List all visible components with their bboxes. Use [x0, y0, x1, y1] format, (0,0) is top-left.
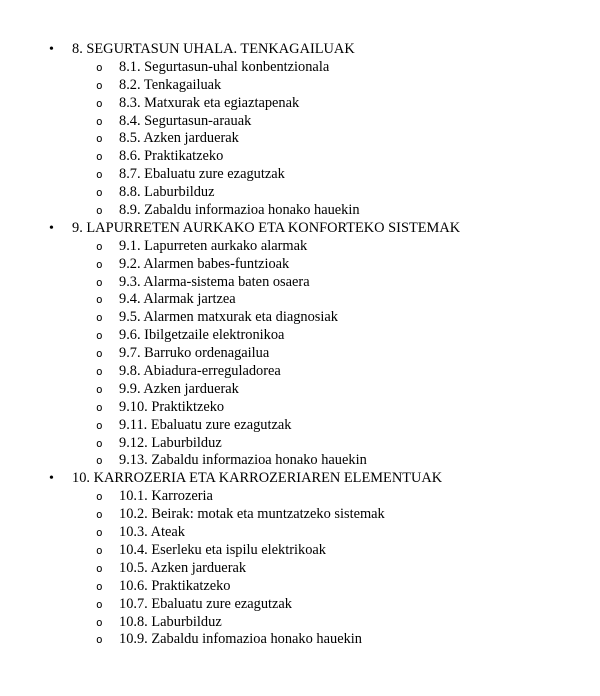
bullet-disc-icon: •	[49, 42, 54, 57]
list-item	[0, 291, 600, 309]
section-title: 8.3. Matxurak eta egiaztapenak	[119, 94, 300, 111]
bullet-circle-icon: o	[96, 490, 103, 504]
list-item	[0, 452, 600, 470]
list-item	[0, 596, 600, 614]
bullet-circle-icon: o	[96, 60, 103, 74]
list-item	[0, 130, 600, 148]
chapter-item	[0, 220, 600, 470]
section-title: 10.2. Beirak: motak eta muntzatzeko sistemak	[119, 506, 385, 523]
bullet-circle-icon: o	[96, 96, 103, 110]
section-list	[0, 59, 600, 220]
section-title: 10.5. Azken jarduerak	[119, 559, 247, 576]
section-title: 9.10. Praktiktzeko	[119, 398, 225, 415]
list-item	[0, 345, 600, 363]
section-title: 10.8. Laburbilduz	[119, 613, 222, 630]
section-title: 8.5. Azken jarduerak	[119, 130, 239, 147]
list-item	[0, 148, 600, 166]
bullet-circle-icon: o	[96, 615, 103, 629]
bullet-circle-icon: o	[96, 114, 103, 128]
section-list	[0, 238, 600, 471]
list-item	[0, 95, 600, 113]
bullet-circle-icon: o	[96, 150, 103, 164]
bullet-disc-icon: •	[49, 220, 54, 236]
list-item	[0, 184, 600, 202]
section-title: 9.1. Lapurreten aurkako alarmak	[119, 237, 308, 254]
section-title: 9.11. Ebaluatu zure ezagutzak	[119, 416, 292, 433]
list-item	[0, 542, 600, 560]
bullet-circle-icon: o	[96, 526, 103, 540]
list-item	[0, 578, 600, 596]
list-item	[0, 614, 600, 632]
list-item	[0, 274, 600, 292]
list-item	[0, 59, 600, 77]
bullet-circle-icon: o	[96, 418, 103, 432]
bullet-circle-icon: o	[96, 365, 103, 379]
section-title: 9.12. Laburbilduz	[119, 434, 222, 451]
bullet-circle-icon: o	[96, 543, 103, 557]
list-item	[0, 202, 600, 220]
section-title: 10.4. Eserleku eta ispilu elektrikoak	[119, 541, 327, 558]
chapter-item	[0, 41, 600, 220]
section-title: 8.2. Tenkagailuak	[119, 76, 222, 93]
bullet-circle-icon: o	[96, 78, 103, 92]
section-title: 8.4. Segurtasun-arauak	[119, 112, 252, 129]
section-title: 10.3. Ateak	[119, 524, 185, 541]
chapter-title: 10. KARROZERIA ETA KARROZERIAREN ELEMENTUAK	[72, 470, 443, 487]
bullet-disc-icon: •	[49, 471, 54, 487]
list-item	[0, 560, 600, 578]
bullet-circle-icon: o	[96, 257, 103, 271]
list-item	[0, 435, 600, 453]
section-title: 9.5. Alarmen matxurak eta diagnosiak	[119, 309, 338, 326]
section-title: 8.9. Zabaldu informazioa honako hauekin	[119, 202, 360, 219]
section-title: 9.2. Alarmen babes-funtzioak	[119, 255, 290, 272]
list-item	[0, 327, 600, 345]
section-title: 10.1. Karrozeria	[119, 488, 213, 505]
bullet-circle-icon: o	[96, 329, 103, 343]
section-title: 10.9. Zabaldu infomazioa honako hauekin	[119, 631, 362, 648]
bullet-circle-icon: o	[96, 508, 103, 522]
bullet-circle-icon: o	[96, 400, 103, 414]
list-item	[0, 506, 600, 524]
bullet-circle-icon: o	[96, 239, 103, 253]
bullet-circle-icon: o	[96, 561, 103, 575]
table-of-contents	[0, 41, 600, 649]
section-title: 8.8. Laburbilduz	[119, 184, 215, 201]
list-item	[0, 166, 600, 184]
list-item	[0, 399, 600, 417]
list-item	[0, 256, 600, 274]
chapter-heading	[0, 470, 600, 488]
bullet-circle-icon: o	[96, 204, 103, 218]
bullet-circle-icon: o	[96, 454, 103, 468]
bullet-circle-icon: o	[96, 293, 103, 307]
section-title: 9.7. Barruko ordenagailua	[119, 345, 270, 362]
list-item	[0, 363, 600, 381]
bullet-circle-icon: o	[96, 186, 103, 200]
bullet-circle-icon: o	[96, 597, 103, 611]
section-title: 10.7. Ebaluatu zure ezagutzak	[119, 595, 293, 612]
bullet-circle-icon: o	[96, 168, 103, 182]
section-title: 9.4. Alarmak jartzea	[119, 291, 236, 308]
list-item	[0, 524, 600, 542]
section-title: 9.8. Abiadura-erreguladorea	[119, 363, 281, 380]
section-list	[0, 488, 600, 649]
list-item	[0, 417, 600, 435]
list-item	[0, 631, 600, 649]
section-title: 8.6. Praktikatzeko	[119, 148, 224, 165]
bullet-circle-icon: o	[96, 275, 103, 289]
chapter-item	[0, 470, 600, 649]
list-item	[0, 238, 600, 256]
bullet-circle-icon: o	[96, 382, 103, 396]
bullet-circle-icon: o	[96, 579, 103, 593]
chapter-title: 8. SEGURTASUN UHALA. TENKAGAILUAK	[72, 41, 355, 57]
section-title: 8.7. Ebaluatu zure ezagutzak	[119, 166, 285, 183]
section-title: 9.13. Zabaldu informazioa honako hauekin	[119, 452, 367, 469]
bullet-circle-icon: o	[96, 132, 103, 146]
chapter-heading	[0, 220, 600, 238]
chapter-heading	[0, 41, 600, 59]
section-title: 10.6. Praktikatzeko	[119, 577, 231, 594]
section-title: 9.9. Azken jarduerak	[119, 380, 239, 397]
list-item	[0, 113, 600, 131]
list-item	[0, 488, 600, 506]
list-item	[0, 309, 600, 327]
section-title: 9.6. Ibilgetzaile elektronikoa	[119, 327, 285, 344]
chapter-title: 9. LAPURRETEN AURKAKO ETA KONFORTEKO SISTEMAK	[72, 219, 461, 236]
section-title: 9.3. Alarma-sistema baten osaera	[119, 273, 310, 290]
list-item	[0, 381, 600, 399]
bullet-circle-icon: o	[96, 633, 103, 647]
section-title: 8.1. Segurtasun-uhal konbentzionala	[119, 58, 330, 75]
list-item	[0, 77, 600, 95]
bullet-circle-icon: o	[96, 311, 103, 325]
bullet-circle-icon: o	[96, 436, 103, 450]
bullet-circle-icon: o	[96, 347, 103, 361]
